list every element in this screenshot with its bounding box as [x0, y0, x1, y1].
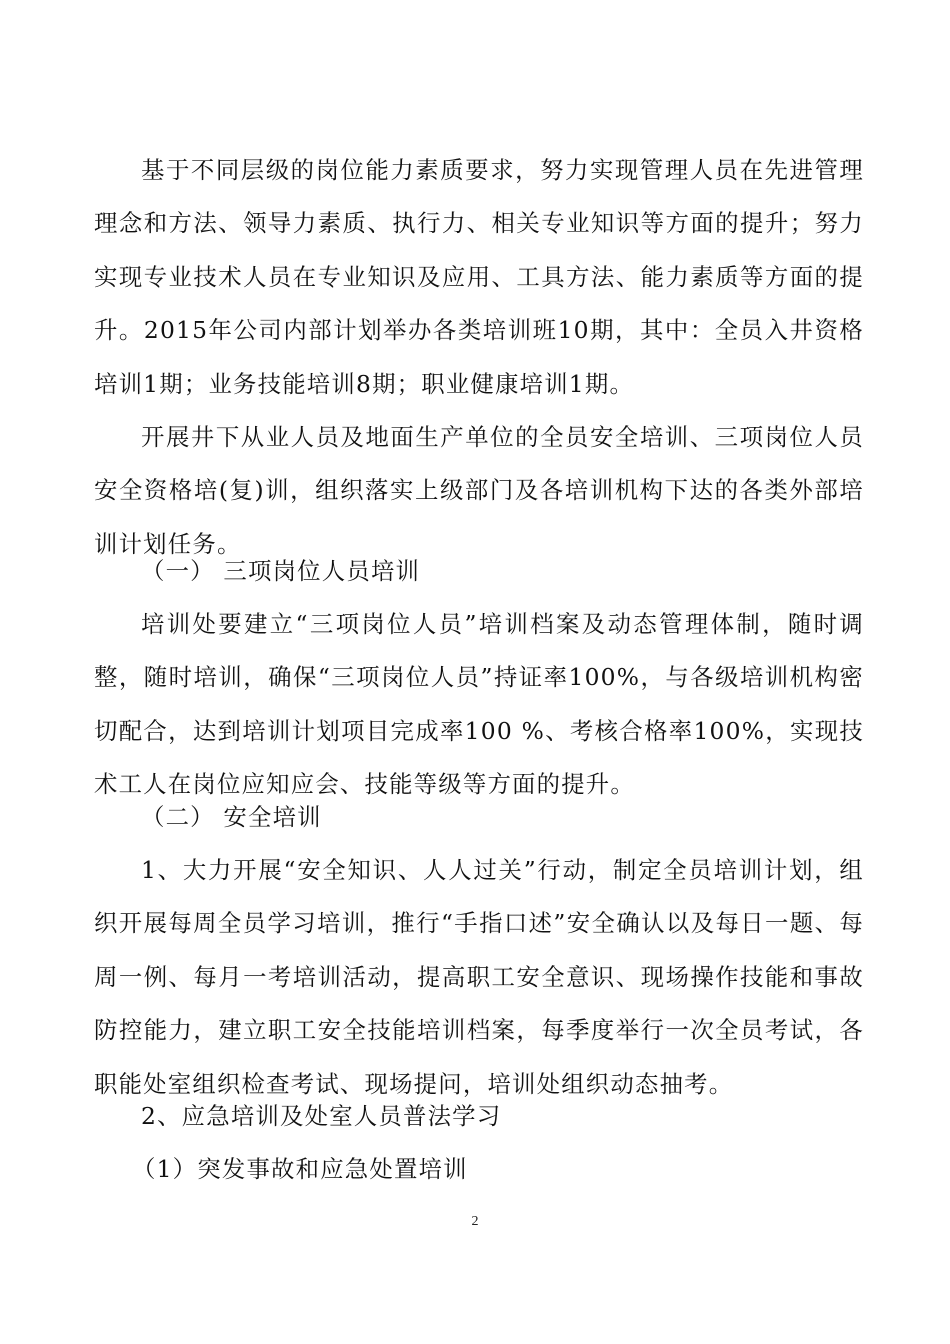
- subheading-accident-emergency-handling: （1）突发事故和应急处置培训: [132, 1155, 468, 1183]
- paragraph-safety-training-scope: 开展井下从业人员及地面生产单位的全员安全培训、三项岗位人员安全资格培(复)训，组织落实上级部门及各培训机构下达的各类外部培训计划任务。: [94, 423, 864, 558]
- paragraph-safety-knowledge-campaign: 1、大力开展“安全知识、人人过关”行动，制定全员培训计划，组织开展每周全员学习培训，推行“手指口述”安全确认以及每日一题、每周一例、每月一考培训活动，提高职工安全意识、现场操作技能和事故防控能力，建立职工安全技能培训档案，每季度举行一次全员考试，各职能处室组织检查考试、现场提问，培训处组织动态抽考。: [94, 856, 864, 1098]
- subheading-emergency-training: 2、应急培训及处室人员普法学习: [141, 1102, 502, 1130]
- paragraph-training-goals: 基于不同层级的岗位能力素质要求，努力实现管理人员在先进管理理念和方法、领导力素质、执行力、相关专业知识等方面的提升；努力实现专业技术人员在专业知识及应用、工具方法、能力素质等方面的提升。2015年公司内部计划举办各类培训班10期，其中：全员入井资格培训1期；业务技能培训8期；职业健康培训1期。: [94, 156, 864, 398]
- page-number: 2: [471, 1214, 479, 1229]
- section-heading-three-post-personnel: （一） 三项岗位人员培训: [141, 557, 421, 585]
- paragraph-three-post-personnel: 培训处要建立“三项岗位人员”培训档案及动态管理体制，随时调整，随时培训，确保“三项岗位人员”持证率100%，与各级培训机构密切配合，达到培训计划项目完成率100 %、考核合格率100%，实现技术工人在岗位应知应会、技能等级等方面的提升。: [94, 610, 864, 799]
- section-heading-safety-training: （二） 安全培训: [141, 803, 322, 831]
